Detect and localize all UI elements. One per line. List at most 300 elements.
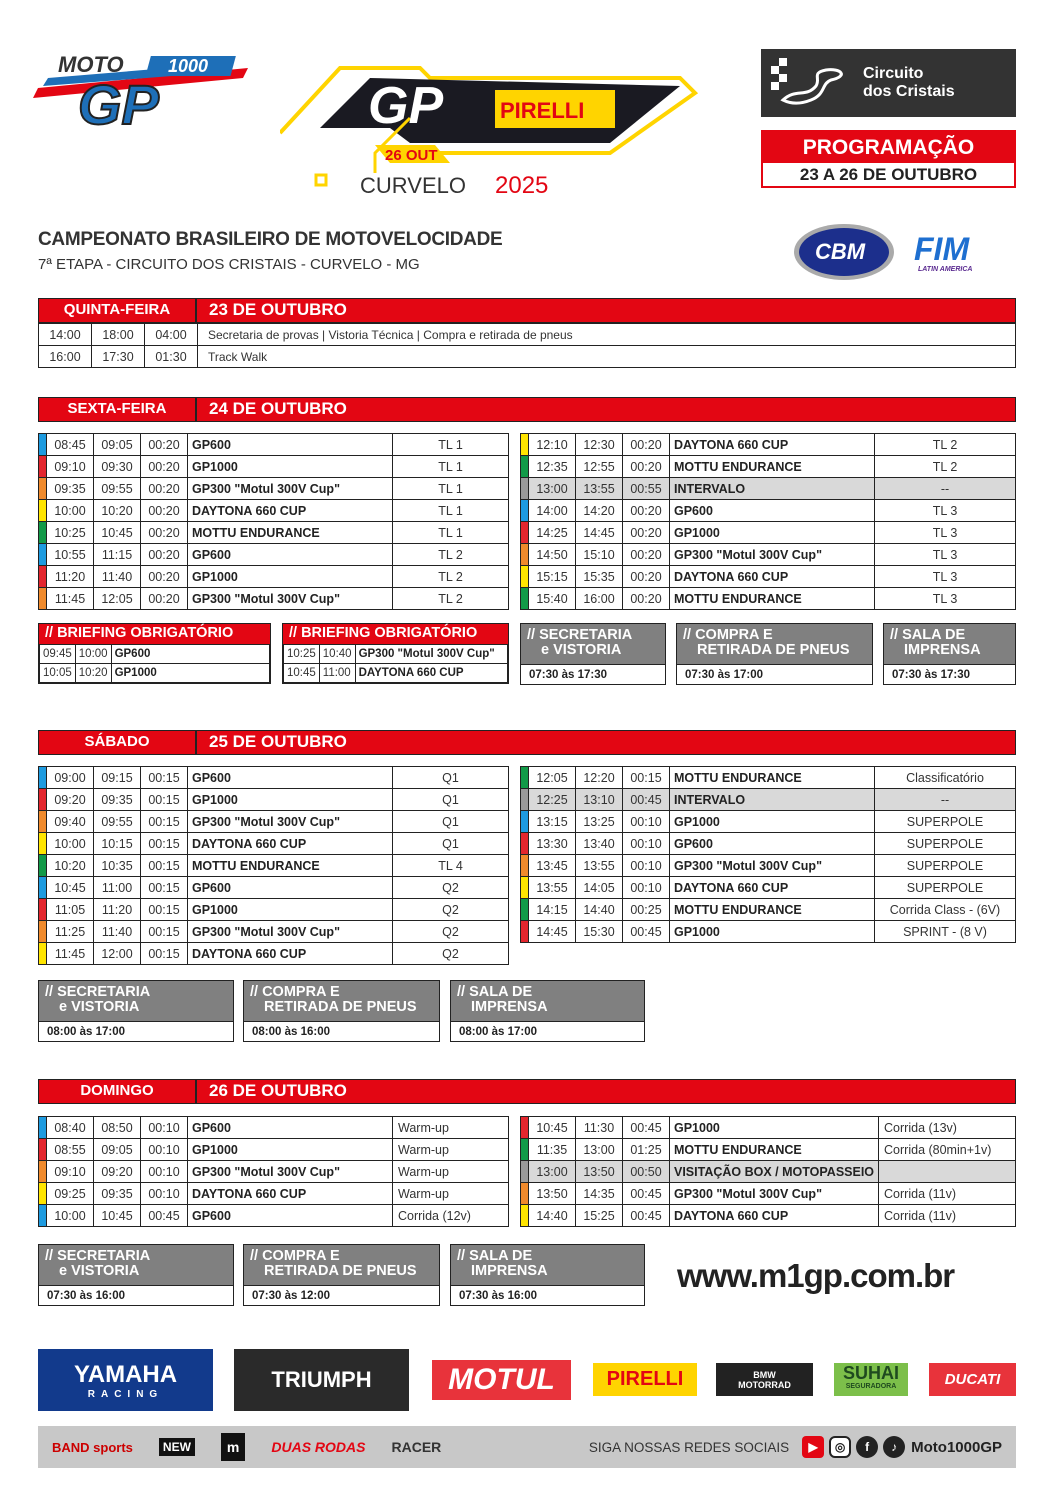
svg-text:2025: 2025 xyxy=(495,172,549,198)
category-color-bar xyxy=(521,1139,529,1161)
start-time: 09:25 xyxy=(47,1183,94,1205)
day-header-saturday xyxy=(38,730,1016,755)
schedule-row xyxy=(39,1205,509,1227)
event-name: MOTTU ENDURANCE xyxy=(670,767,875,789)
end-time: 16:00 xyxy=(576,588,623,610)
end-time: 09:15 xyxy=(94,767,141,789)
start-time: 13:45 xyxy=(529,855,576,877)
day-header-thursday xyxy=(38,298,1016,323)
schedule-row xyxy=(39,789,509,811)
session-name: SUPERPOLE xyxy=(875,833,1016,855)
day-header-friday xyxy=(38,397,1016,422)
schedule-row xyxy=(39,943,509,965)
session-name: Q2 xyxy=(393,877,509,899)
svg-text:1000: 1000 xyxy=(168,56,209,76)
session-name: Q1 xyxy=(393,789,509,811)
category-color-bar xyxy=(39,500,47,522)
duration: 00:20 xyxy=(623,588,670,610)
sponsor-name: BMW xyxy=(753,1369,776,1380)
event-name: GP1000 xyxy=(188,899,393,921)
cbm-logo xyxy=(793,223,895,281)
schedule-row xyxy=(39,324,1016,346)
info-hours: 07:30 às 17:30 xyxy=(521,664,665,684)
schedule-row xyxy=(521,833,1016,855)
event-name: GP600 xyxy=(188,1117,393,1139)
info-hours: 08:00 às 16:00 xyxy=(244,1021,439,1041)
media-band-sports[interactable]: BAND sports xyxy=(52,1439,133,1455)
sala-imprensa-box xyxy=(883,623,1016,685)
category-color-bar xyxy=(39,1161,47,1183)
sala-imprensa-box xyxy=(450,1244,645,1306)
session-name: TL 3 xyxy=(875,566,1016,588)
event-name: MOTTU ENDURANCE xyxy=(670,588,875,610)
category-color-bar xyxy=(39,566,47,588)
end-time: 14:20 xyxy=(576,500,623,522)
end-time: 11:00 xyxy=(319,664,355,683)
category-color-bar xyxy=(39,811,47,833)
category-color-bar xyxy=(521,1205,529,1227)
event-name: MOTTU ENDURANCE xyxy=(670,1139,879,1161)
duration: 00:55 xyxy=(623,478,670,500)
schedule-row xyxy=(39,1139,509,1161)
schedule-row xyxy=(521,1139,1016,1161)
session-name: TL 1 xyxy=(393,522,509,544)
start-time: 14:45 xyxy=(529,921,576,943)
event-name: MOTTU ENDURANCE xyxy=(188,522,393,544)
session-name: Q2 xyxy=(393,921,509,943)
schedule-row xyxy=(39,588,509,610)
end-time: 09:55 xyxy=(94,478,141,500)
youtube-icon[interactable]: ▶ xyxy=(802,1436,824,1458)
session-name: TL 2 xyxy=(393,544,509,566)
event-name: DAYTONA 660 CUP xyxy=(188,943,393,965)
schedule-row xyxy=(39,767,509,789)
duration: 00:10 xyxy=(141,1117,188,1139)
schedule-row xyxy=(521,789,1016,811)
end-time: 13:00 xyxy=(576,1139,623,1161)
end-time: 09:20 xyxy=(94,1161,141,1183)
event-name: Secretaria de provas | Vistoria Técnica | Compra e retirada de pneus xyxy=(198,324,1016,346)
event-name: GP1000 xyxy=(111,664,269,683)
event-name: GP300 "Motul 300V Cup" xyxy=(188,811,393,833)
end-time: 09:05 xyxy=(94,434,141,456)
event-name: DAYTONA 660 CUP xyxy=(188,500,393,522)
category-color-bar xyxy=(521,767,529,789)
start-time: 08:40 xyxy=(47,1117,94,1139)
info-title-line1: // SECRETARIA xyxy=(45,984,151,1000)
schedule-row xyxy=(39,877,509,899)
category-color-bar xyxy=(39,767,47,789)
start-time: 11:05 xyxy=(47,899,94,921)
start-time: 12:25 xyxy=(529,789,576,811)
event-name: DAYTONA 660 CUP xyxy=(355,664,507,683)
svg-text:PIRELLI: PIRELLI xyxy=(500,98,585,123)
session-name: Q1 xyxy=(393,833,509,855)
event-name: INTERVALO xyxy=(670,789,875,811)
sponsor-ducati[interactable] xyxy=(929,1363,1016,1396)
svg-text:GP: GP xyxy=(368,77,444,135)
event-name: GP600 xyxy=(188,877,393,899)
start-time: 09:20 xyxy=(47,789,94,811)
start-time: 10:45 xyxy=(47,877,94,899)
category-color-bar xyxy=(521,434,529,456)
secretaria-vistoria-box xyxy=(38,980,234,1042)
moto1000gp-logo xyxy=(28,48,258,128)
end-time: 11:20 xyxy=(94,899,141,921)
category-color-bar xyxy=(39,434,47,456)
duration: 00:20 xyxy=(141,434,188,456)
session-name: TL 1 xyxy=(393,434,509,456)
event-name: DAYTONA 660 CUP xyxy=(188,1183,393,1205)
event-name: GP1000 xyxy=(188,456,393,478)
info-title-line2: RETIRADA DE PNEUS xyxy=(697,642,850,658)
category-color-bar xyxy=(521,500,529,522)
start-time: 12:05 xyxy=(529,767,576,789)
sunday-schedule-right xyxy=(520,1116,1016,1227)
category-color-bar xyxy=(39,456,47,478)
category-color-bar xyxy=(521,456,529,478)
end-time: 09:30 xyxy=(94,456,141,478)
schedule-row xyxy=(39,833,509,855)
end-time: 15:25 xyxy=(576,1205,623,1227)
session-name: TL 2 xyxy=(875,434,1016,456)
end-time: 14:45 xyxy=(576,522,623,544)
schedule-row xyxy=(39,434,509,456)
day-name: DOMINGO xyxy=(39,1080,197,1103)
day-date: 25 DE OUTUBRO xyxy=(209,732,347,751)
session-name: Q1 xyxy=(393,811,509,833)
category-color-bar xyxy=(39,789,47,811)
info-title-line2: e VISTORIA xyxy=(541,642,622,658)
info-box-title xyxy=(244,981,439,1021)
event-name: GP300 "Motul 300V Cup" xyxy=(670,544,875,566)
duration: 00:10 xyxy=(623,833,670,855)
info-title-line1: // SALA DE xyxy=(457,984,533,1000)
info-title-line1: // SALA DE xyxy=(457,1248,533,1264)
session-name: Q2 xyxy=(393,943,509,965)
duration: 00:15 xyxy=(141,789,188,811)
schedule-row xyxy=(521,500,1016,522)
event-name: GP600 xyxy=(188,767,393,789)
event-name: Track Walk xyxy=(198,346,1016,368)
session-name: TL 3 xyxy=(875,544,1016,566)
schedule-row xyxy=(39,544,509,566)
end-time: 09:35 xyxy=(94,1183,141,1205)
category-color-bar xyxy=(39,588,47,610)
start-time: 11:45 xyxy=(47,943,94,965)
category-color-bar xyxy=(39,921,47,943)
duration: 00:45 xyxy=(623,1205,670,1227)
duration: 00:15 xyxy=(141,833,188,855)
duration: 00:20 xyxy=(141,566,188,588)
duration: 00:15 xyxy=(141,899,188,921)
event-name: GP1000 xyxy=(188,1139,393,1161)
instagram-icon[interactable]: ◎ xyxy=(829,1436,851,1458)
end-time: 10:40 xyxy=(319,645,355,664)
svg-text:26 OUT: 26 OUT xyxy=(385,147,438,164)
session-name: TL 4 xyxy=(393,855,509,877)
sponsor-pirelli[interactable] xyxy=(593,1363,697,1396)
info-title-line2: RETIRADA DE PNEUS xyxy=(264,999,417,1015)
info-title-line1: // SECRETARIA xyxy=(45,1248,151,1264)
event-name: GP300 "Motul 300V Cup" xyxy=(188,588,393,610)
website-link[interactable]: www.m1gp.com.br xyxy=(677,1257,955,1294)
event-name: GP300 "Motul 300V Cup" xyxy=(188,478,393,500)
info-title-line1: // COMPRA E xyxy=(250,1248,340,1264)
briefing-row xyxy=(284,645,508,664)
session-name: Q1 xyxy=(393,767,509,789)
social-handle[interactable]: Moto1000GP xyxy=(911,1438,1002,1456)
schedule-row xyxy=(521,456,1016,478)
end-time: 17:30 xyxy=(92,346,145,368)
start-time: 14:00 xyxy=(529,500,576,522)
duration: 00:20 xyxy=(141,478,188,500)
end-time: 11:40 xyxy=(94,566,141,588)
end-time: 14:35 xyxy=(576,1183,623,1205)
info-title-line2: IMPRENSA xyxy=(904,642,981,658)
session-name: TL 1 xyxy=(393,500,509,522)
end-time: 10:35 xyxy=(94,855,141,877)
end-time: 09:55 xyxy=(94,811,141,833)
event-name: MOTTU ENDURANCE xyxy=(670,456,875,478)
category-color-bar xyxy=(521,1183,529,1205)
fim-latin-america-logo xyxy=(910,230,986,274)
svg-text:GP: GP xyxy=(78,73,159,128)
social-label: SIGA NOSSAS REDES SOCIAIS xyxy=(588,1439,790,1455)
info-box-title xyxy=(451,1245,644,1285)
category-color-bar xyxy=(39,855,47,877)
media-m[interactable]: m xyxy=(221,1433,245,1461)
duration: 00:20 xyxy=(623,434,670,456)
sponsor-sub: MOTORRAD xyxy=(738,1379,791,1390)
info-title-line2: IMPRENSA xyxy=(471,999,548,1015)
end-time: 12:00 xyxy=(94,943,141,965)
end-time: 10:45 xyxy=(94,1205,141,1227)
circuito-dos-cristais-logo xyxy=(761,49,1016,117)
info-title-line1: // COMPRA E xyxy=(250,984,340,1000)
category-color-bar xyxy=(39,877,47,899)
schedule-row xyxy=(39,855,509,877)
session-name: Warm-up xyxy=(393,1161,509,1183)
duration: 00:20 xyxy=(623,522,670,544)
friday-schedule-right xyxy=(520,433,1016,610)
day-name: QUINTA-FEIRA xyxy=(39,299,197,322)
info-title-line2: RETIRADA DE PNEUS xyxy=(264,1263,417,1279)
start-time: 16:00 xyxy=(39,346,92,368)
duration: 00:10 xyxy=(141,1139,188,1161)
schedule-row xyxy=(521,1117,1016,1139)
saturday-schedule-left xyxy=(38,766,509,965)
start-time: 10:25 xyxy=(284,645,320,664)
sponsor-sub: RACING xyxy=(87,1388,164,1400)
schedule-row xyxy=(39,921,509,943)
event-name: GP300 "Motul 300V Cup" xyxy=(188,1161,393,1183)
duration: 00:20 xyxy=(623,566,670,588)
event-name: GP1000 xyxy=(670,522,875,544)
start-time: 14:40 xyxy=(529,1205,576,1227)
info-box-title xyxy=(677,624,872,664)
duration: 00:45 xyxy=(623,789,670,811)
duration: 00:25 xyxy=(623,899,670,921)
end-time: 13:40 xyxy=(576,833,623,855)
duration: 00:45 xyxy=(623,1183,670,1205)
sponsor-bmw-motorrad[interactable] xyxy=(716,1363,813,1396)
end-time: 13:50 xyxy=(576,1161,623,1183)
schedule-row xyxy=(39,456,509,478)
session-name: SUPERPOLE xyxy=(875,855,1016,877)
info-hours: 07:30 às 17:00 xyxy=(677,664,872,684)
event-name: GP1000 xyxy=(670,811,875,833)
briefing-box-1 xyxy=(38,623,271,684)
event-name: DAYTONA 660 CUP xyxy=(670,877,875,899)
start-time: 13:15 xyxy=(529,811,576,833)
day-date: 23 DE OUTUBRO xyxy=(209,300,347,319)
session-name: SUPERPOLE xyxy=(875,877,1016,899)
sponsor-motul[interactable] xyxy=(432,1360,571,1400)
media-social-footer xyxy=(38,1426,1016,1468)
media-racer[interactable]: RACER xyxy=(391,1439,442,1455)
briefing-box-2 xyxy=(282,623,509,684)
session-name: Corrida (80min+1v) xyxy=(879,1139,1016,1161)
media-duas-rodas[interactable]: DUAS RODAS xyxy=(271,1439,366,1455)
schedule-row xyxy=(39,478,509,500)
session-name: Classificatório xyxy=(875,767,1016,789)
briefing-title: // BRIEFING OBRIGATÓRIO xyxy=(283,624,508,644)
end-time: 11:30 xyxy=(576,1117,623,1139)
start-time: 12:35 xyxy=(529,456,576,478)
sponsor-triumph[interactable] xyxy=(234,1349,409,1411)
end-time: 15:35 xyxy=(576,566,623,588)
duration: 01:30 xyxy=(145,346,198,368)
event-name: DAYTONA 660 CUP xyxy=(670,566,875,588)
circuit-name-line1: Circuito xyxy=(863,65,924,82)
compra-pneus-box xyxy=(676,623,873,685)
briefing-row xyxy=(284,664,508,683)
duration: 00:15 xyxy=(141,921,188,943)
category-color-bar xyxy=(521,833,529,855)
day-date: 26 DE OUTUBRO xyxy=(209,1081,347,1100)
sponsor-name: DUCATI xyxy=(944,1371,1001,1388)
media-new[interactable]: NEW xyxy=(159,1438,195,1456)
event-name: GP1000 xyxy=(670,921,875,943)
schedule-row xyxy=(521,899,1016,921)
compra-pneus-box xyxy=(243,980,440,1042)
start-time: 13:00 xyxy=(529,1161,576,1183)
end-time: 10:15 xyxy=(94,833,141,855)
briefing-row xyxy=(40,664,270,683)
end-time: 09:35 xyxy=(94,789,141,811)
duration: 00:10 xyxy=(623,811,670,833)
page-subtitle: 7ª ETAPA - CIRCUITO DOS CRISTAIS - CURVELO - MG xyxy=(38,256,420,273)
event-name: GP600 xyxy=(670,833,875,855)
day-name: SEXTA-FEIRA xyxy=(39,398,197,421)
event-name: GP600 xyxy=(670,500,875,522)
duration: 00:50 xyxy=(623,1161,670,1183)
session-name: Q2 xyxy=(393,899,509,921)
session-name: TL 3 xyxy=(875,500,1016,522)
session-name: TL 3 xyxy=(875,522,1016,544)
duration: 00:20 xyxy=(141,588,188,610)
event-name: MOTTU ENDURANCE xyxy=(670,899,875,921)
duration: 00:10 xyxy=(623,877,670,899)
info-hours: 07:30 às 17:30 xyxy=(884,664,1015,684)
session-name: Warm-up xyxy=(393,1117,509,1139)
info-title-line1: // SALA DE xyxy=(890,627,966,643)
duration: 01:25 xyxy=(623,1139,670,1161)
tiktok-icon[interactable]: ♪ xyxy=(883,1436,905,1458)
category-color-bar xyxy=(39,833,47,855)
start-time: 11:20 xyxy=(47,566,94,588)
facebook-icon[interactable]: f xyxy=(856,1436,878,1458)
event-name: GP600 xyxy=(188,434,393,456)
duration: 00:20 xyxy=(141,522,188,544)
secretaria-vistoria-box xyxy=(38,1244,234,1306)
category-color-bar xyxy=(521,877,529,899)
secretaria-vistoria-box xyxy=(520,623,666,685)
duration: 00:45 xyxy=(623,1117,670,1139)
session-name: Warm-up xyxy=(393,1183,509,1205)
start-time: 13:50 xyxy=(529,1183,576,1205)
event-name: MOTTU ENDURANCE xyxy=(188,855,393,877)
duration: 00:20 xyxy=(623,456,670,478)
category-color-bar xyxy=(521,899,529,921)
start-time: 10:00 xyxy=(47,833,94,855)
info-hours: 07:30 às 12:00 xyxy=(244,1285,439,1305)
duration: 00:20 xyxy=(141,500,188,522)
end-time: 10:45 xyxy=(94,522,141,544)
svg-text:CURVELO: CURVELO xyxy=(360,173,466,198)
schedule-row xyxy=(521,566,1016,588)
session-name: TL 1 xyxy=(393,456,509,478)
start-time: 11:35 xyxy=(529,1139,576,1161)
schedule-row xyxy=(521,1183,1016,1205)
duration: 04:00 xyxy=(145,324,198,346)
session-name: SUPERPOLE xyxy=(875,811,1016,833)
start-time: 08:45 xyxy=(47,434,94,456)
event-name: GP600 xyxy=(188,1205,393,1227)
event-name: GP1000 xyxy=(670,1117,879,1139)
info-box-title xyxy=(521,624,665,664)
session-name: -- xyxy=(875,478,1016,500)
start-time: 10:00 xyxy=(47,500,94,522)
schedule-row xyxy=(521,478,1016,500)
category-color-bar xyxy=(521,1161,529,1183)
duration: 00:20 xyxy=(141,544,188,566)
sponsor-yamaha[interactable] xyxy=(38,1349,213,1411)
day-header-sunday xyxy=(38,1079,1016,1104)
schedule-row xyxy=(521,767,1016,789)
event-name: GP300 "Motul 300V Cup" xyxy=(355,645,507,664)
info-box-title xyxy=(451,981,644,1021)
schedule-row xyxy=(39,500,509,522)
session-name: Corrida (11v) xyxy=(879,1205,1016,1227)
duration: 00:20 xyxy=(623,500,670,522)
start-time: 09:10 xyxy=(47,456,94,478)
schedule-row xyxy=(521,877,1016,899)
category-color-bar xyxy=(39,899,47,921)
sponsor-suhai[interactable] xyxy=(834,1363,908,1396)
friday-schedule-left xyxy=(38,433,509,610)
svg-text:MOTO: MOTO xyxy=(58,52,124,77)
start-time: 10:45 xyxy=(529,1117,576,1139)
track-map-icon xyxy=(771,58,851,108)
duration: 00:15 xyxy=(141,943,188,965)
schedule-row xyxy=(39,566,509,588)
compra-pneus-box xyxy=(243,1244,440,1306)
start-time: 14:25 xyxy=(529,522,576,544)
start-time: 14:15 xyxy=(529,899,576,921)
schedule-row xyxy=(521,1205,1016,1227)
